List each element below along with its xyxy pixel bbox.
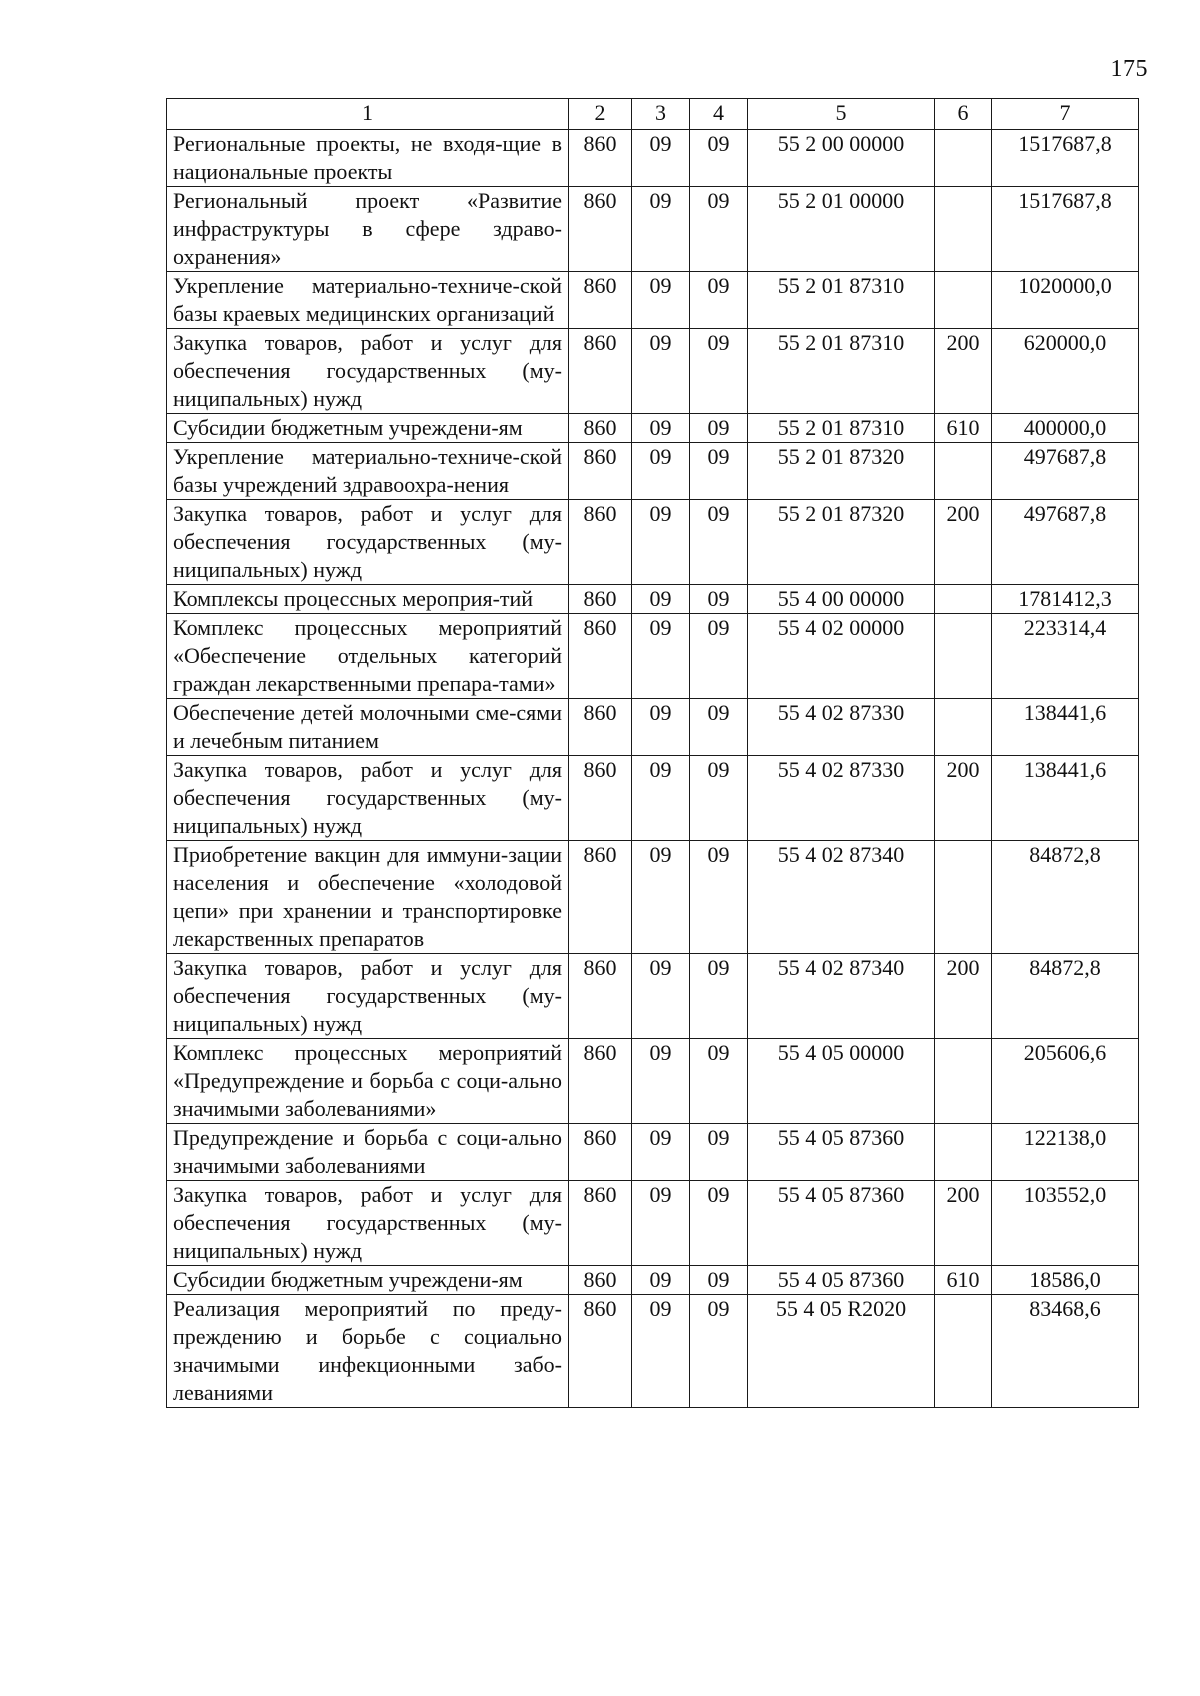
- table-row: [167, 187, 1139, 272]
- row-code-6: [935, 1124, 992, 1181]
- row-name: Субсидии бюджетным учреждени-ям: [167, 1266, 569, 1295]
- row-code-6: [935, 699, 992, 756]
- row-code-6: 610: [935, 414, 992, 443]
- row-code-3: 09: [632, 130, 690, 187]
- table-row: [167, 329, 1139, 414]
- row-code-3: 09: [632, 585, 690, 614]
- row-code-4: 09: [690, 187, 748, 272]
- row-code-5: 55 4 02 87330: [748, 699, 935, 756]
- row-code-5: 55 4 02 87330: [748, 756, 935, 841]
- row-name: Закупка товаров, работ и услуг для обеспечения государственных (му-ниципальных) нужд: [167, 329, 569, 414]
- row-code-3: 09: [632, 1124, 690, 1181]
- budget-table: [166, 98, 1139, 1408]
- row-code-2: 860: [569, 130, 632, 187]
- row-code-4: 09: [690, 414, 748, 443]
- row-name: Предупреждение и борьба с соци-ально значимыми заболеваниями: [167, 1124, 569, 1181]
- row-code-4: 09: [690, 954, 748, 1039]
- row-code-5: 55 4 05 87360: [748, 1124, 935, 1181]
- row-code-4: 09: [690, 1295, 748, 1408]
- row-amount: 18586,0: [992, 1266, 1139, 1295]
- row-code-5: 55 2 01 87310: [748, 272, 935, 329]
- row-code-5: 55 4 00 00000: [748, 585, 935, 614]
- row-code-6: 200: [935, 756, 992, 841]
- row-name: Комплексы процессных мероприя-тий: [167, 585, 569, 614]
- table-row: [167, 272, 1139, 329]
- row-code-5: 55 4 02 87340: [748, 841, 935, 954]
- row-code-5: 55 4 05 00000: [748, 1039, 935, 1124]
- row-code-4: 09: [690, 1181, 748, 1266]
- row-code-2: 860: [569, 1039, 632, 1124]
- row-name: Комплекс процессных мероприятий «Предупреждение и борьба с соци-ально значимыми заболеваниями»: [167, 1039, 569, 1124]
- row-code-5: 55 2 01 00000: [748, 187, 935, 272]
- row-code-2: 860: [569, 1124, 632, 1181]
- row-code-4: 09: [690, 1039, 748, 1124]
- row-code-3: 09: [632, 187, 690, 272]
- row-code-4: 09: [690, 841, 748, 954]
- row-code-3: 09: [632, 614, 690, 699]
- table-row: [167, 1181, 1139, 1266]
- table-body: [167, 130, 1139, 1408]
- row-code-5: 55 2 01 87320: [748, 500, 935, 585]
- row-name: Региональные проекты, не входя-щие в национальные проекты: [167, 130, 569, 187]
- row-code-2: 860: [569, 500, 632, 585]
- row-name: Региональный проект «Развитие инфраструктуры в сфере здраво-охранения»: [167, 187, 569, 272]
- row-code-6: 200: [935, 1181, 992, 1266]
- row-amount: 400000,0: [992, 414, 1139, 443]
- row-code-3: 09: [632, 500, 690, 585]
- row-amount: 497687,8: [992, 500, 1139, 585]
- row-code-6: 610: [935, 1266, 992, 1295]
- row-amount: 223314,4: [992, 614, 1139, 699]
- row-code-2: 860: [569, 841, 632, 954]
- row-name: Реализация мероприятий по преду-преждению и борьбе с социально значимыми инфекционными забо-леваниями: [167, 1295, 569, 1408]
- row-name: Закупка товаров, работ и услуг для обеспечения государственных (му-ниципальных) нужд: [167, 756, 569, 841]
- row-code-5: 55 2 01 87310: [748, 329, 935, 414]
- row-code-5: 55 4 02 87340: [748, 954, 935, 1039]
- row-code-2: 860: [569, 585, 632, 614]
- row-code-2: 860: [569, 954, 632, 1039]
- row-code-6: 200: [935, 954, 992, 1039]
- row-code-3: 09: [632, 1266, 690, 1295]
- row-code-3: 09: [632, 1295, 690, 1408]
- row-code-2: 860: [569, 614, 632, 699]
- row-code-3: 09: [632, 329, 690, 414]
- row-code-5: 55 4 02 00000: [748, 614, 935, 699]
- row-amount: 1517687,8: [992, 130, 1139, 187]
- row-name: Закупка товаров, работ и услуг для обеспечения государственных (му-ниципальных) нужд: [167, 500, 569, 585]
- row-amount: 205606,6: [992, 1039, 1139, 1124]
- row-code-3: 09: [632, 414, 690, 443]
- row-amount: 138441,6: [992, 756, 1139, 841]
- row-code-2: 860: [569, 414, 632, 443]
- row-amount: 83468,6: [992, 1295, 1139, 1408]
- row-code-3: 09: [632, 1039, 690, 1124]
- header-col-1: 1: [167, 99, 569, 130]
- row-amount: 1517687,8: [992, 187, 1139, 272]
- row-name: Субсидии бюджетным учреждени-ям: [167, 414, 569, 443]
- row-code-6: [935, 443, 992, 500]
- row-code-4: 09: [690, 443, 748, 500]
- row-code-6: [935, 187, 992, 272]
- table-row: [167, 585, 1139, 614]
- row-code-4: 09: [690, 130, 748, 187]
- row-code-5: 55 2 01 87310: [748, 414, 935, 443]
- row-code-4: 09: [690, 614, 748, 699]
- row-code-4: 09: [690, 756, 748, 841]
- table-row: [167, 1295, 1139, 1408]
- row-code-2: 860: [569, 1295, 632, 1408]
- page-number: 175: [1110, 56, 1148, 82]
- row-name: Обеспечение детей молочными сме-сями и лечебным питанием: [167, 699, 569, 756]
- header-col-5: 5: [748, 99, 935, 130]
- header-col-6: 6: [935, 99, 992, 130]
- row-code-4: 09: [690, 585, 748, 614]
- row-code-2: 860: [569, 756, 632, 841]
- row-code-6: [935, 130, 992, 187]
- row-code-6: [935, 614, 992, 699]
- table-row: [167, 841, 1139, 954]
- row-name: Приобретение вакцин для иммуни-зации населения и обеспечение «холодовой цепи» при хранении и транспортировке лекарственных препаратов: [167, 841, 569, 954]
- row-code-4: 09: [690, 699, 748, 756]
- row-code-5: 55 4 05 87360: [748, 1181, 935, 1266]
- header-row: [167, 99, 1139, 130]
- row-amount: 122138,0: [992, 1124, 1139, 1181]
- row-code-3: 09: [632, 272, 690, 329]
- header-col-4: 4: [690, 99, 748, 130]
- row-name: Закупка товаров, работ и услуг для обеспечения государственных (му-ниципальных) нужд: [167, 1181, 569, 1266]
- row-code-4: 09: [690, 272, 748, 329]
- row-amount: 1781412,3: [992, 585, 1139, 614]
- header-col-3: 3: [632, 99, 690, 130]
- row-code-5: 55 4 05 87360: [748, 1266, 935, 1295]
- table-row: [167, 756, 1139, 841]
- row-name: Закупка товаров, работ и услуг для обеспечения государственных (му-ниципальных) нужд: [167, 954, 569, 1039]
- row-code-6: [935, 585, 992, 614]
- row-code-5: 55 2 01 87320: [748, 443, 935, 500]
- table-row: [167, 500, 1139, 585]
- row-code-6: [935, 272, 992, 329]
- row-code-3: 09: [632, 954, 690, 1039]
- row-amount: 497687,8: [992, 443, 1139, 500]
- row-code-6: [935, 1295, 992, 1408]
- row-code-2: 860: [569, 272, 632, 329]
- row-code-4: 09: [690, 500, 748, 585]
- row-code-2: 860: [569, 1266, 632, 1295]
- header-col-7: 7: [992, 99, 1139, 130]
- row-code-2: 860: [569, 187, 632, 272]
- row-code-2: 860: [569, 1181, 632, 1266]
- table-row: [167, 1124, 1139, 1181]
- row-code-3: 09: [632, 841, 690, 954]
- row-amount: 1020000,0: [992, 272, 1139, 329]
- row-name: Укрепление материально-техниче-ской базы учреждений здравоохра-нения: [167, 443, 569, 500]
- table-row: [167, 1039, 1139, 1124]
- row-code-4: 09: [690, 1266, 748, 1295]
- table-row: [167, 699, 1139, 756]
- row-code-2: 860: [569, 443, 632, 500]
- table-row: [167, 614, 1139, 699]
- row-name: Укрепление материально-техниче-ской базы краевых медицинских организаций: [167, 272, 569, 329]
- row-code-3: 09: [632, 1181, 690, 1266]
- row-code-4: 09: [690, 329, 748, 414]
- header-col-2: 2: [569, 99, 632, 130]
- table-header: [167, 99, 1139, 130]
- table-row: [167, 130, 1139, 187]
- row-code-5: 55 2 00 00000: [748, 130, 935, 187]
- row-code-6: 200: [935, 500, 992, 585]
- row-amount: 84872,8: [992, 841, 1139, 954]
- row-name: Комплекс процессных мероприятий «Обеспечение отдельных категорий граждан лекарственными препара-тами»: [167, 614, 569, 699]
- row-code-2: 860: [569, 329, 632, 414]
- row-code-4: 09: [690, 1124, 748, 1181]
- row-code-6: [935, 1039, 992, 1124]
- row-amount: 620000,0: [992, 329, 1139, 414]
- table-row: [167, 443, 1139, 500]
- row-code-6: 200: [935, 329, 992, 414]
- row-code-5: 55 4 05 R2020: [748, 1295, 935, 1408]
- table-row: [167, 414, 1139, 443]
- row-amount: 103552,0: [992, 1181, 1139, 1266]
- row-code-3: 09: [632, 443, 690, 500]
- row-amount: 84872,8: [992, 954, 1139, 1039]
- row-code-3: 09: [632, 699, 690, 756]
- row-code-6: [935, 841, 992, 954]
- table-row: [167, 1266, 1139, 1295]
- row-code-2: 860: [569, 699, 632, 756]
- row-code-3: 09: [632, 756, 690, 841]
- row-amount: 138441,6: [992, 699, 1139, 756]
- table-row: [167, 954, 1139, 1039]
